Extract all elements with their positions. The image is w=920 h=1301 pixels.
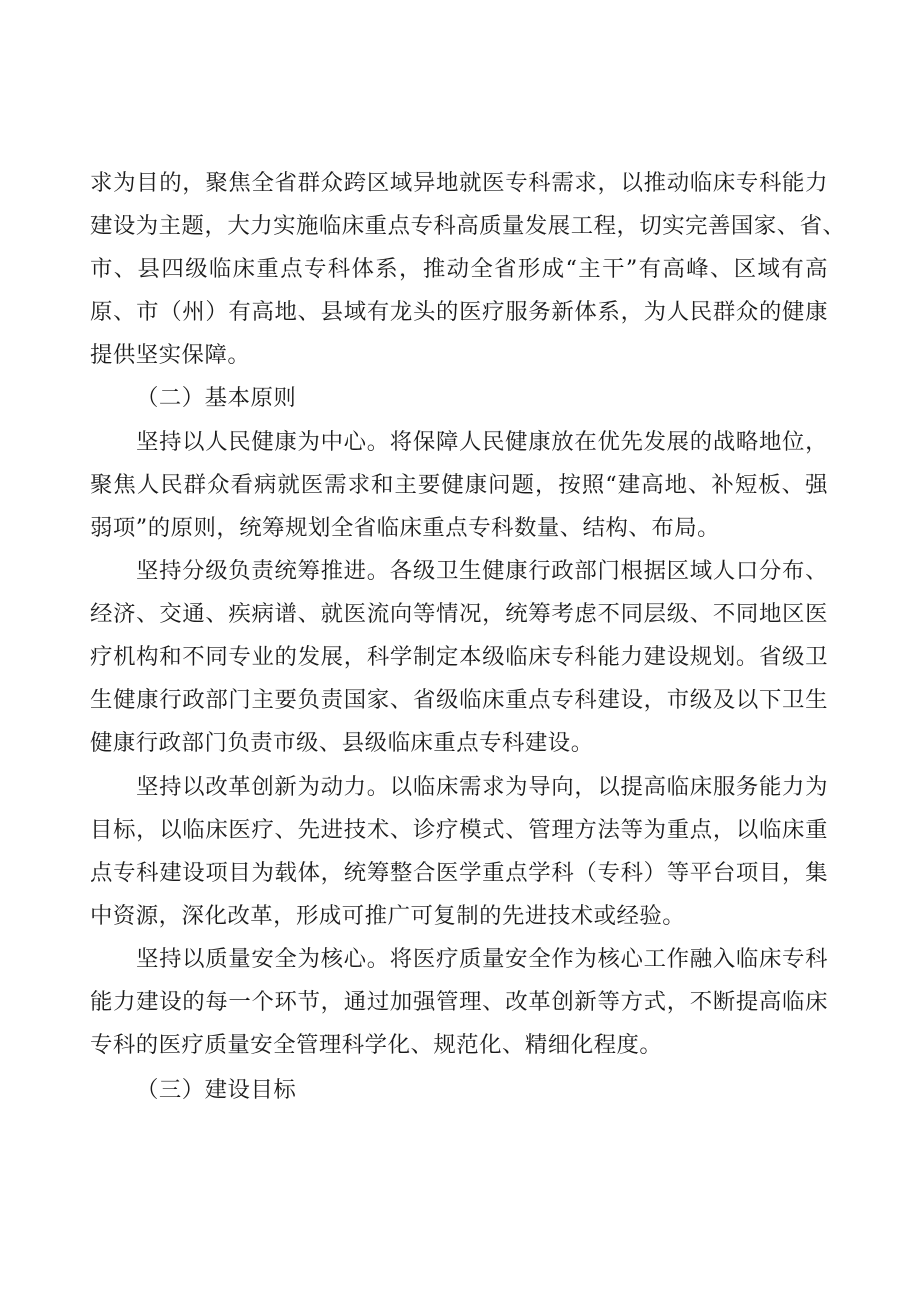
paragraph-line: 坚持分级负责统筹推进。各级卫生健康行政部门根据区域人口分布、 [136,558,828,584]
paragraph-line: 坚持以改革创新为动力。以临床需求为导向，以提高临床服务能力为 [136,774,828,800]
paragraph-line: 能力建设的每一个环节，通过加强管理、改革创新等方式，不断提高临床 [90,989,828,1015]
paragraph-line: 提供坚实保障。 [90,342,251,368]
paragraph-line: 坚持以人民健康为中心。将保障人民健康放在优先发展的战略地位， [136,429,828,455]
section-heading: （三）建设目标 [136,1077,297,1103]
paragraph-line: 点专科建设项目为载体，统筹整合医学重点学科（专科）等平台项目，集 [90,860,828,886]
paragraph-line: 聚焦人民群众看病就医需求和主要健康问题，按照“建高地、补短板、强 [90,472,828,498]
paragraph-line: 健康行政部门负责市级、县级临床重点专科建设。 [90,730,594,756]
paragraph-line: 求为目的，聚焦全省群众跨区域异地就医专科需求，以推动临床专科能力 [90,170,828,196]
paragraph-line: 疗机构和不同专业的发展，科学制定本级临床专科能力建设规划。省级卫 [90,644,828,670]
paragraph-line: 专科的医疗质量安全管理科学化、规范化、精细化程度。 [90,1032,663,1058]
paragraph-line: 经济、交通、疾病谱、就医流向等情况，统筹考虑不同层级、不同地区医 [90,601,828,627]
paragraph-line: 生健康行政部门主要负责国家、省级临床重点专科建设，市级及以下卫生 [90,687,828,713]
paragraph-line: 中资源，深化改革，形成可推广可复制的先进技术或经验。 [90,903,686,929]
section-heading: （二）基本原则 [136,385,297,411]
paragraph-line: 建设为主题，大力实施临床重点专科高质量发展工程，切实完善国家、省、 [90,213,846,239]
paragraph-line: 弱项”的原则，统筹规划全省临床重点专科数量、结构、布局。 [90,515,720,541]
paragraph-line: 目标，以临床医疗、先进技术、诊疗模式、管理方法等为重点，以临床重 [90,817,828,843]
paragraph-line: 原、市（州）有高地、县域有龙头的医疗服务新体系，为人民群众的健康 [90,299,828,325]
paragraph-line: 市、县四级临床重点专科体系，推动全省形成“主干”有高峰、区域有高 [90,256,828,282]
paragraph-line: 坚持以质量安全为核心。将医疗质量安全作为核心工作融入临床专科 [136,946,828,972]
